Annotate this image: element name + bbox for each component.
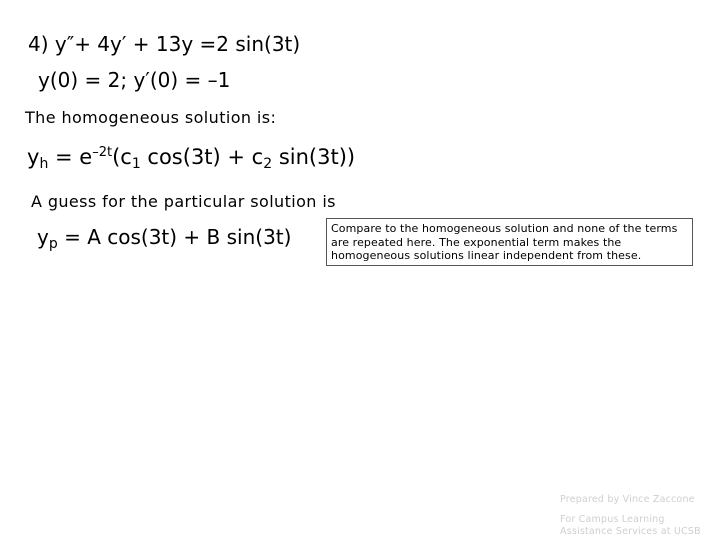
- particular-rhs: = A cos(3t) + B sin(3t): [57, 225, 292, 249]
- footer-campus-learning: For Campus Learning: [560, 514, 665, 525]
- c1-open: (c: [112, 145, 132, 169]
- equals-sign: =: [48, 145, 80, 169]
- exp-base: e: [79, 145, 93, 169]
- sin-term: sin(3t)): [272, 145, 356, 169]
- homogeneous-label: The homogeneous solution is:: [25, 108, 277, 127]
- yh-base: y: [27, 145, 40, 169]
- footer-prepared-by: Prepared by Vince Zaccone: [560, 494, 695, 505]
- comparison-note: Compare to the homogeneous solution and none of the terms are repeated here. The exponential term makes the homogeneous solutions linear independent from these.: [326, 218, 693, 266]
- particular-equation: [37, 227, 291, 251]
- c1-subscript: 1: [131, 156, 141, 172]
- homogeneous-equation: [27, 146, 355, 171]
- initial-conditions: y(0) = 2; y′(0) = –1: [38, 68, 231, 92]
- footer-assistance-services: Assistance Services at UCSB: [560, 526, 701, 537]
- yp-base: y: [37, 225, 49, 249]
- exp-exponent: –2t: [92, 145, 113, 160]
- yp-subscript: p: [48, 236, 58, 252]
- cos-term: cos(3t) + c: [140, 145, 264, 169]
- particular-label: A guess for the particular solution is: [31, 192, 336, 211]
- problem-equation: 4) y″+ 4y′ + 13y =2 sin(3t): [28, 32, 301, 56]
- c2-subscript: 2: [263, 156, 273, 172]
- yh-subscript: h: [39, 156, 49, 172]
